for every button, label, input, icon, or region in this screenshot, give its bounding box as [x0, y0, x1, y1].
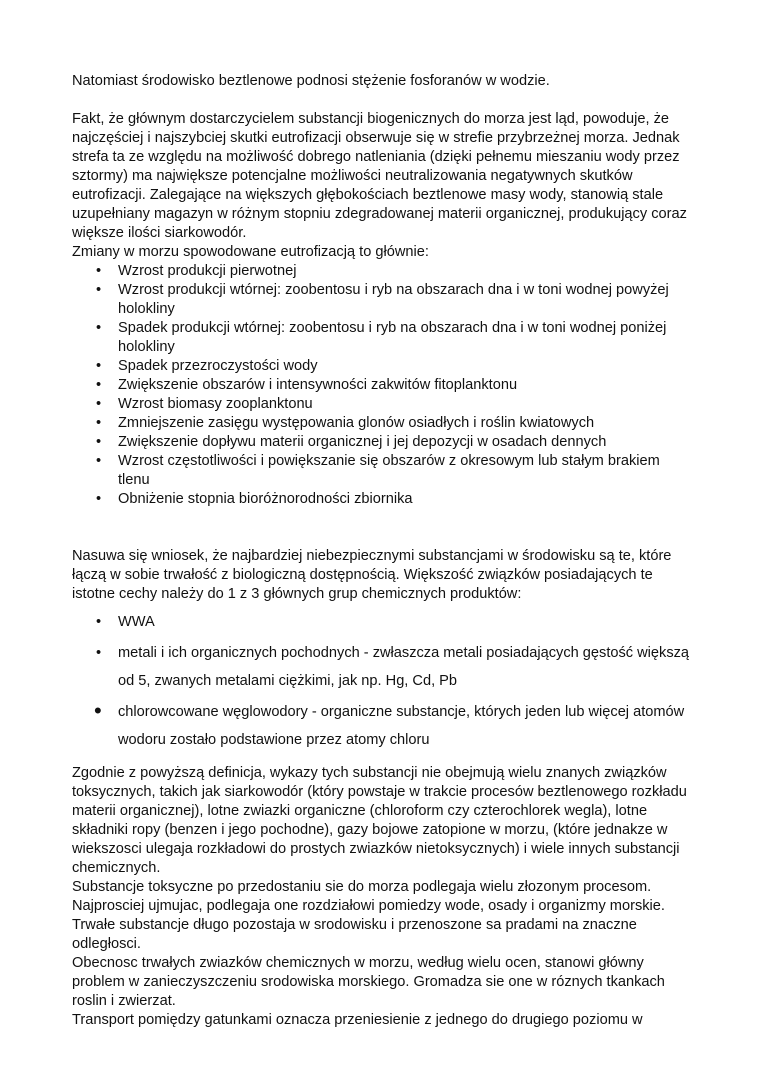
list-item: • chlorowcowane węglowodory - organiczne substancje, których jeden lub więcej atomów wodoru zostało podstawione przez atomy chloru — [72, 698, 692, 754]
list-item: • WWA — [72, 608, 692, 636]
changes-list — [72, 262, 692, 509]
paragraph-conclusion: Nasuwa się wniosek, że najbardziej niebezpiecznymi substancjami w środowisku są te, które łączą w sobie trwałość z biologiczną dostępnością. Większość związków posiadających te istotne cechy należy do 1 z 3 głównych grup chemicznych produktów: — [72, 548, 672, 602]
document-page — [72, 72, 692, 1030]
list-item: • Wzrost produkcji wtórnej: zoobentosu i ryb na obszarach dna i w toni wodnej powyżej holokliny — [72, 281, 692, 319]
list-item: • Spadek produkcji wtórnej: zoobentosu i ryb na obszarach dna i w toni wodnej poniżej holokliny — [72, 319, 692, 357]
groups-list — [72, 608, 692, 754]
list-item: • metali i ich organicznych pochodnych - zwłaszcza metali posiadających gęstość większą od 5, zwanych metalami ciężkimi, jak np. Hg, Cd, Pb — [72, 639, 692, 695]
list-item: • Zwiększenie dopływu materii organicznej i jej depozycji w osadach dennych — [72, 433, 692, 452]
list-item: • Zmniejszenie zasięgu występowania glonów osiadłych i roślin kwiatowych — [72, 414, 692, 433]
list-item: • Spadek przezroczystości wody — [72, 357, 692, 376]
paragraph-toxic-processes: Substancje toksyczne po przedostaniu sie do morza podlegaja wielu złozonym procesom. Najprosciej ujmujac, podlegaja one rozdziałowi pomiedzy wode, osady i organizmy morskie. Trwałe substancje długo pozostaja w srodowisku i przenoszone sa pradami na znaczne odległosci. — [72, 879, 665, 952]
paragraph-definition: Zgodnie z powyższą definicja, wykazy tych substancji nie obejmują wielu znanych związków toksycznych, takich jak siarkowodór (który powstaje w trakcie procesów beztlenowego rozkładu materii organicznej), lotne zwiazki organiczne (chloroform czy czterochlorek wegla), lotne składniki ropy (benzen i jego pochodne), gazy bojowe zatopione w morzu, (które jednakze w wiekszosci ulegaja rozkładowi do prostych zwiazków nietoksycznych) i wiele innych substancji chemicznych. — [72, 765, 687, 876]
list-item: • Wzrost częstotliwości i powiększanie się obszarów z okresowym lub stałym brakiem tlenu — [72, 452, 692, 490]
paragraph-changes-intro: Zmiany w morzu spowodowane eutrofizacją to głównie: — [72, 244, 429, 260]
list-item: • Obniżenie stopnia bioróżnorodności zbiornika — [72, 490, 692, 509]
paragraph-persistent-compounds: Obecnosc trwałych zwiazków chemicznych w morzu, według wielu ocen, stanowi główny problem w zanieczyszczeniu srodowiska morskiego. Gromadza sie one w róznych tkankach roslin i zwierzat. — [72, 955, 665, 1009]
paragraph-transport: Transport pomiędzy gatunkami oznacza przeniesienie z jednego do drugiego poziomu w — [72, 1012, 643, 1028]
list-item: • Zwiększenie obszarów i intensywności zakwitów fitoplanktonu — [72, 376, 692, 395]
paragraph-eutrophication: Fakt, że głównym dostarczycielem substancji biogenicznych do morza jest ląd, powoduje, że najczęściej i najszybciej skutki eutrofizacji obserwuje się w strefie przybrzeżnej morza. Jednak strefa ta ze względu na możliwość dobrego natleniania (dzięki pełnemu mieszaniu wody przez sztormy) ma największe potencjalne możliwości neutralizowania negatywnych skutków eutrofizacji. Zalegające na większych głębokościach beztlenowe masy wody, stanowią stale uzupełniany magazyn w różnym stopniu zdegradowanej materii organicznej, produkujący coraz większe ilości siarkowodór. — [72, 111, 687, 241]
list-item: • Wzrost biomasy zooplanktonu — [72, 395, 692, 414]
paragraph-anaerobic: Natomiast środowisko beztlenowe podnosi stężenie fosforanów w wodzie. — [72, 73, 550, 89]
list-item: • Wzrost produkcji pierwotnej — [72, 262, 692, 281]
